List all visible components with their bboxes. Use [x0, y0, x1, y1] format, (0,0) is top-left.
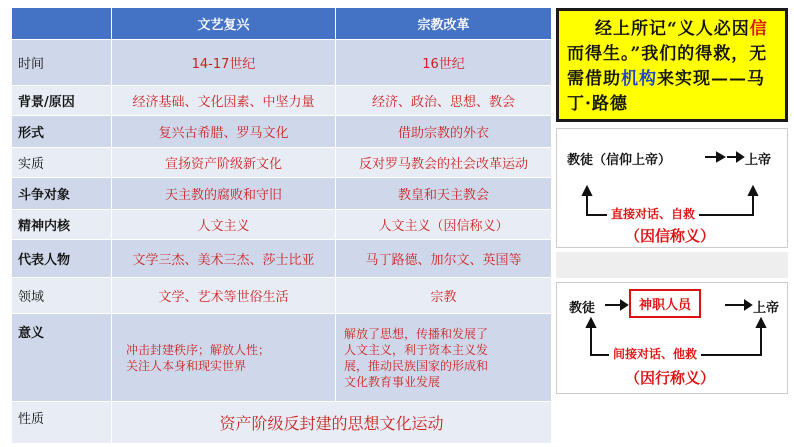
cell-renaissance: 文学三杰、美术三杰、莎士比亚 [112, 240, 336, 278]
cell-renaissance: 人文主义 [112, 210, 336, 240]
row-label: 形式 [12, 116, 112, 148]
table-header [12, 8, 552, 40]
divider-gap [556, 252, 788, 278]
cell-renaissance: 文学、艺术等世俗生活 [112, 278, 336, 314]
row-label: 精神内核 [12, 210, 112, 240]
cell-reformation: 马丁路德、加尔文、英国等 [336, 240, 552, 278]
table-row [12, 402, 552, 444]
cell-reformation: 人文主义（因信称义） [336, 210, 552, 240]
table-row [12, 116, 552, 148]
god-label: 上帝 [753, 301, 780, 316]
header-reformation: 宗教改革 [336, 8, 552, 40]
cell-renaissance: 宣扬资产阶级新文化 [112, 148, 336, 178]
table-row [12, 210, 552, 240]
caption-works: （因行称义） [625, 369, 716, 387]
clergy-box: 神职人员 [629, 289, 701, 318]
luther-quote-box [556, 8, 788, 122]
cell-renaissance: 复兴古希腊、罗马文化 [112, 116, 336, 148]
quote-highlight-institution: 机构 [621, 69, 657, 89]
caption-faith: （因信称义） [625, 227, 716, 245]
comparison-table [12, 8, 552, 444]
row-label: 代表人物 [12, 240, 112, 278]
header-renaissance: 文艺复兴 [112, 8, 336, 40]
quote-part-1: 经上所记“义人必因 [595, 19, 750, 39]
cell-reformation: 反对罗马教会的社会改革运动 [336, 148, 552, 178]
direct-dialogue-label: 直接对话、自救 [607, 205, 699, 222]
table-row [12, 178, 552, 210]
quote-part-2: 而得生。”我们的得救，无需借助 [567, 44, 768, 89]
god-label: 上帝 [745, 153, 772, 168]
cell-reformation: 教皇和天主教会 [336, 178, 552, 210]
row-label: 斗争对象 [12, 178, 112, 210]
cell-renaissance: 14-17世纪 [112, 40, 336, 86]
cell-reformation: 解放了思想，传播和发展了 人文主义，利于资本主义发 展，推动民族国家的形成和 文化教育事业发展 [336, 314, 552, 402]
believer-label: 教徒 [569, 301, 596, 316]
quote-part-3: 来实现——马丁·路德 [567, 69, 765, 114]
table-row [12, 148, 552, 178]
indirect-dialogue-label: 间接对话、他救 [609, 345, 701, 362]
table-row [12, 278, 552, 314]
believer-label: 教徒（信仰上帝） [567, 153, 672, 168]
table-row [12, 240, 552, 278]
quote-highlight-faith: 信 [749, 19, 768, 39]
cell-renaissance: 冲击封建秩序；解放人性； 关注人本身和现实世界 [112, 314, 336, 402]
row-label: 实质 [12, 148, 112, 178]
table-row [12, 86, 552, 116]
cell-reformation: 借助宗教的外衣 [336, 116, 552, 148]
row-label: 意义 [12, 314, 112, 402]
justification-by-faith-diagram [556, 128, 788, 248]
cell-reformation: 16世纪 [336, 40, 552, 86]
row-label: 背景/原因 [12, 86, 112, 116]
header-empty [12, 8, 112, 40]
cell-reformation: 经济、政治、思想、教会 [336, 86, 552, 116]
table-row [12, 40, 552, 86]
cell-nature: 资产阶级反封建的思想文化运动 [112, 402, 552, 444]
justification-by-works-diagram [556, 282, 788, 394]
row-label: 领域 [12, 278, 112, 314]
cell-renaissance: 天主教的腐败和守旧 [112, 178, 336, 210]
cell-renaissance: 经济基础、文化因素、中坚力量 [112, 86, 336, 116]
cell-reformation: 宗教 [336, 278, 552, 314]
row-label: 性质 [12, 402, 112, 444]
row-label: 时间 [12, 40, 112, 86]
table-row [12, 314, 552, 402]
